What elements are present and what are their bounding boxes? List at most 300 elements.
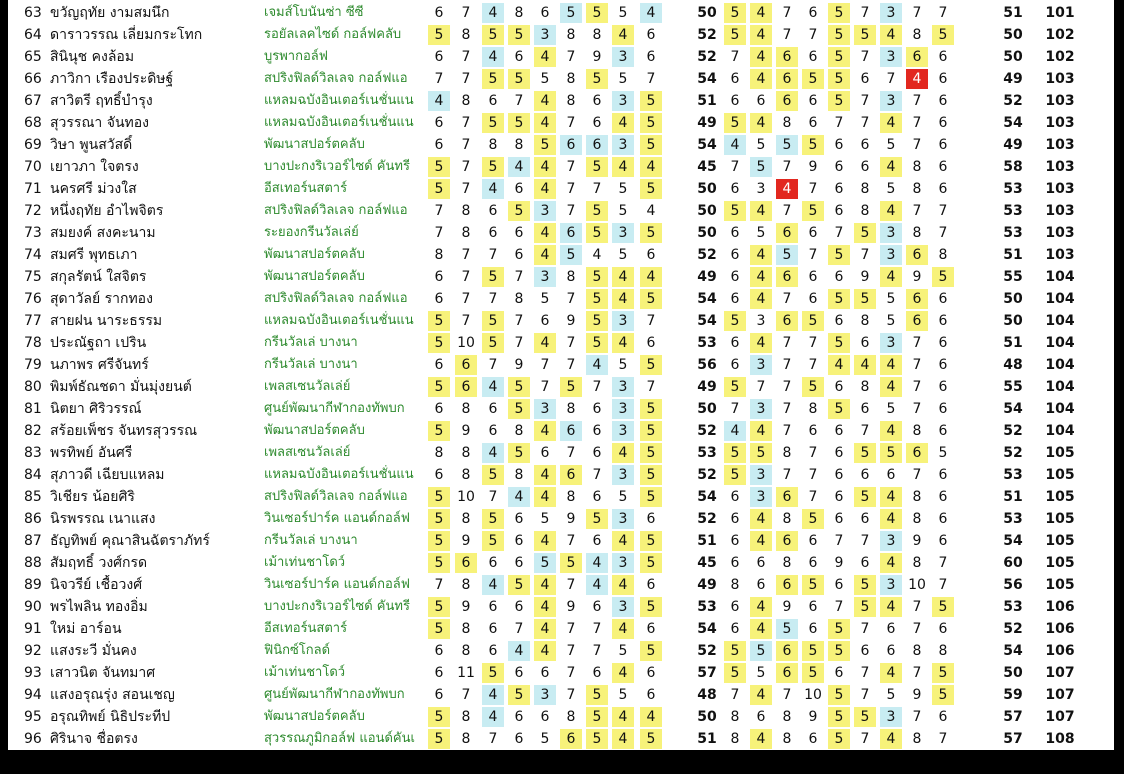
back-hole-score: 6 [860,511,870,527]
back-hole-score: 7 [782,357,792,373]
front-hole-score: 3 [534,399,556,419]
player-name: สมศรี พุทธเภา [50,247,138,263]
rank-cell: 87 [24,533,42,549]
back-hole-score: 6 [938,291,948,307]
player-name: ขวัญฤทัย งามสมนึก [50,5,170,21]
back-hole-score: 7 [782,203,792,219]
back-hole-score: 5 [802,575,824,595]
front-hole-score: 4 [612,157,634,177]
back-hole-score: 5 [756,665,766,681]
back-hole-score: 7 [860,621,870,637]
front-hole-score: 6 [488,621,498,637]
back-hole-score: 3 [880,707,902,727]
back-hole-score: 9 [860,269,870,285]
back-hole-score: 4 [750,47,772,67]
club-name: สปริงฟิลด์วิลเลจ กอล์ฟแอ [264,203,408,218]
table-row [8,354,1114,376]
gross-total: 107 [1045,687,1075,703]
back-hole-score: 6 [938,181,948,197]
front-hole-score: 6 [434,137,444,153]
back-hole-score: 4 [750,69,772,89]
club-name: พัฒนาสปอร์ตคลับ [264,709,365,724]
back-nine-total: 50 [1003,27,1023,43]
rank-cell: 93 [24,665,42,681]
front-hole-score: 8 [566,489,576,505]
back-hole-score: 4 [750,597,772,617]
front-hole-score: 5 [618,687,628,703]
back-hole-score: 4 [880,201,902,221]
front-hole-score: 5 [508,399,530,419]
back-hole-score: 9 [912,269,922,285]
front-hole-score: 8 [461,445,471,461]
back-nine-total: 50 [1003,313,1023,329]
club-name: ระยองกรีนวัลเล่ย์ [264,225,359,240]
club-name: กรีนวัลเล่ บางนา [264,357,358,372]
back-hole-score: 6 [938,379,948,395]
front-hole-score: 5 [482,663,504,683]
front-hole-score: 6 [586,135,608,155]
back-hole-score: 5 [802,663,824,683]
back-hole-score: 3 [880,531,902,551]
back-hole-score: 6 [808,115,818,131]
back-hole-score: 5 [886,291,896,307]
front-hole-score: 6 [488,401,498,417]
front-hole-score: 3 [612,377,634,397]
back-nine-total: 51 [1003,489,1023,505]
front-hole-score: 8 [514,5,524,21]
club-name: พัฒนาสปอร์ตคลับ [264,137,365,152]
front-hole-score: 4 [508,157,530,177]
back-hole-score: 4 [880,267,902,287]
table-row [8,244,1114,266]
front-hole-score: 4 [640,267,662,287]
back-hole-score: 6 [938,335,948,351]
front-hole-score: 4 [612,575,634,595]
back-hole-score: 7 [782,27,792,43]
gross-total: 104 [1045,291,1075,307]
front-nine-total: 53 [697,599,717,615]
back-hole-score: 4 [750,113,772,133]
front-hole-score: 4 [482,707,504,727]
back-hole-score: 3 [750,465,772,485]
gross-total: 104 [1045,335,1075,351]
front-hole-score: 7 [566,533,576,549]
front-hole-score: 8 [514,291,524,307]
gross-total: 103 [1045,181,1075,197]
back-hole-score: 6 [756,555,766,571]
back-hole-score: 4 [750,3,772,23]
front-hole-score: 9 [566,599,576,615]
back-hole-score: 6 [860,401,870,417]
back-hole-score: 6 [730,225,740,241]
front-hole-score: 7 [514,335,524,351]
back-hole-score: 6 [730,181,740,197]
player-name: สุวรรณา จันทอง [50,115,149,131]
front-hole-score: 4 [646,203,656,219]
front-hole-score: 5 [586,729,608,749]
front-hole-score: 5 [640,289,662,309]
back-hole-score: 8 [912,423,922,439]
front-hole-score: 6 [455,355,477,375]
front-hole-score: 7 [566,335,576,351]
club-name: เม้าเท่นชาโดว์ [264,555,346,570]
back-hole-score: 5 [932,25,954,45]
back-hole-score: 6 [906,47,928,67]
club-name: วินเซอร์ปาร์ค แอนด์กอล์ฟ [264,511,410,526]
back-hole-score: 4 [880,157,902,177]
player-name: อรุณทิพย์ นิธิประทีป [50,709,171,725]
back-hole-score: 6 [808,533,818,549]
back-hole-score: 4 [750,267,772,287]
front-hole-score: 7 [566,687,576,703]
back-nine-total: 57 [1003,731,1023,747]
back-hole-score: 6 [938,159,948,175]
front-hole-score: 7 [566,49,576,65]
back-hole-score: 6 [730,247,740,263]
gross-total: 105 [1045,577,1075,593]
front-hole-score: 6 [514,709,524,725]
back-nine-total: 51 [1003,5,1023,21]
back-hole-score: 5 [828,25,850,45]
table-row [8,398,1114,420]
front-hole-score: 6 [488,225,498,241]
front-hole-score: 6 [560,421,582,441]
player-name: สินินุช คงล้อม [50,49,135,65]
front-hole-score: 6 [540,445,550,461]
back-hole-score: 6 [730,599,740,615]
front-hole-score: 4 [534,113,556,133]
front-hole-score: 7 [488,731,498,747]
player-name: พิมพ์ธัณชดา มั่นมุ่งยนต์ [50,379,192,395]
back-hole-score: 5 [724,25,746,45]
front-hole-score: 6 [434,643,444,659]
back-hole-score: 5 [886,401,896,417]
front-hole-score: 4 [534,333,556,353]
back-hole-score: 5 [776,245,798,265]
front-hole-score: 7 [592,643,602,659]
front-nine-total: 52 [697,27,717,43]
front-hole-score: 6 [592,599,602,615]
front-hole-score: 5 [618,203,628,219]
gross-total: 103 [1045,115,1075,131]
back-hole-score: 6 [776,641,798,661]
back-hole-score: 6 [860,159,870,175]
front-hole-score: 6 [592,445,602,461]
front-hole-score: 7 [461,5,471,21]
back-hole-score: 8 [912,181,922,197]
front-hole-score: 4 [482,685,504,705]
back-hole-score: 6 [906,245,928,265]
front-nine-total: 45 [697,555,717,571]
club-name: บูรพากอล์ฟ [264,49,328,64]
rank-cell: 66 [24,71,42,87]
back-nine-total: 53 [1003,599,1023,615]
rank-cell: 68 [24,115,42,131]
back-hole-score: 7 [782,335,792,351]
front-hole-score: 4 [586,575,608,595]
back-hole-score: 7 [782,379,792,395]
front-hole-score: 4 [534,245,556,265]
front-hole-score: 6 [646,49,656,65]
back-hole-score: 10 [804,687,822,703]
back-hole-score: 6 [938,115,948,131]
front-hole-score: 8 [488,137,498,153]
gross-total: 103 [1045,71,1075,87]
front-hole-score: 3 [612,597,634,617]
back-hole-score: 5 [932,685,954,705]
table-row [8,442,1114,464]
front-hole-score: 7 [461,181,471,197]
front-hole-score: 6 [514,247,524,263]
front-hole-score: 5 [618,5,628,21]
back-hole-score: 5 [854,487,876,507]
back-hole-score: 9 [912,687,922,703]
gross-total: 105 [1045,467,1075,483]
front-hole-score: 6 [646,577,656,593]
front-hole-score: 6 [514,225,524,241]
front-hole-score: 7 [592,621,602,637]
table-row [8,178,1114,200]
front-hole-score: 3 [612,553,634,573]
back-hole-score: 6 [776,267,798,287]
back-nine-total: 55 [1003,269,1023,285]
back-nine-total: 51 [1003,335,1023,351]
back-hole-score: 8 [912,555,922,571]
front-hole-score: 6 [434,49,444,65]
gross-total: 104 [1045,423,1075,439]
back-nine-total: 59 [1003,687,1023,703]
front-hole-score: 3 [612,47,634,67]
front-nine-total: 54 [697,489,717,505]
back-hole-score: 6 [776,531,798,551]
front-hole-score: 7 [461,269,471,285]
front-hole-score: 6 [560,465,582,485]
front-hole-score: 5 [482,267,504,287]
rank-cell: 80 [24,379,42,395]
front-hole-score: 7 [514,313,524,329]
front-hole-score: 3 [612,91,634,111]
back-hole-score: 6 [808,49,818,65]
front-hole-score: 5 [618,181,628,197]
back-hole-score: 7 [938,225,948,241]
back-hole-score: 5 [854,289,876,309]
back-hole-score: 4 [880,553,902,573]
back-hole-score: 8 [860,313,870,329]
player-name: แสงระวี มั่นคง [50,643,137,659]
back-hole-score: 6 [834,665,844,681]
player-name: สร้อยเพ็ชร จันทรสุวรรณ [50,423,198,439]
front-hole-score: 6 [560,729,582,749]
front-hole-score: 8 [434,445,444,461]
gross-total: 103 [1045,225,1075,241]
front-hole-score: 7 [566,115,576,131]
front-hole-score: 8 [434,247,444,263]
front-hole-score: 7 [461,49,471,65]
back-hole-score: 4 [750,531,772,551]
back-hole-score: 4 [880,729,902,749]
player-name: ใหม่ อาร์อน [50,621,122,637]
front-hole-score: 9 [566,511,576,527]
back-hole-score: 6 [834,269,844,285]
front-hole-score: 5 [640,113,662,133]
front-hole-score: 6 [592,93,602,109]
back-hole-score: 9 [834,555,844,571]
club-name: อีสเทอร์นสตาร์ [264,181,348,196]
table-row [8,68,1114,90]
back-hole-score: 7 [938,203,948,219]
back-hole-score: 6 [860,137,870,153]
rank-cell: 67 [24,93,42,109]
table-row [8,420,1114,442]
back-nine-total: 48 [1003,357,1023,373]
front-nine-total: 54 [697,621,717,637]
back-hole-score: 6 [808,225,818,241]
front-hole-score: 6 [560,135,582,155]
player-name: นิรพรรณ เนาแสง [50,511,156,527]
back-hole-score: 7 [912,621,922,637]
front-hole-score: 6 [646,687,656,703]
player-name: พรไพลิน ทองอิ่ม [50,599,148,615]
front-hole-score: 5 [428,487,450,507]
back-hole-score: 4 [880,487,902,507]
back-hole-score: 6 [886,467,896,483]
back-hole-score: 5 [828,641,850,661]
front-hole-score: 3 [612,311,634,331]
front-hole-score: 6 [514,731,524,747]
back-hole-score: 8 [912,511,922,527]
front-hole-score: 6 [592,489,602,505]
back-hole-score: 7 [782,5,792,21]
back-nine-total: 58 [1003,159,1023,175]
back-hole-score: 6 [938,71,948,87]
player-name: ธัญทิพย์ คุณาสินฉัตราภัทร์ [50,533,210,549]
front-hole-score: 6 [646,27,656,43]
front-hole-score: 4 [586,355,608,375]
back-hole-score: 5 [802,377,824,397]
back-hole-score: 5 [750,443,772,463]
club-name: สปริงฟิลด์วิลเลจ กอล์ฟแอ [264,71,408,86]
front-nine-total: 51 [697,93,717,109]
front-hole-score: 6 [434,5,444,21]
back-hole-score: 7 [730,49,740,65]
front-hole-score: 7 [434,203,444,219]
front-hole-score: 7 [592,379,602,395]
gross-total: 105 [1045,533,1075,549]
gross-total: 101 [1045,5,1075,21]
front-hole-score: 5 [428,333,450,353]
front-hole-score: 5 [640,179,662,199]
back-hole-score: 6 [834,423,844,439]
back-hole-score: 6 [730,511,740,527]
back-hole-score: 4 [750,729,772,749]
back-hole-score: 5 [802,69,824,89]
rank-cell: 96 [24,731,42,747]
front-hole-score: 8 [461,467,471,483]
front-hole-score: 5 [428,311,450,331]
back-hole-score: 4 [750,509,772,529]
front-hole-score: 7 [461,159,471,175]
back-hole-score: 5 [886,687,896,703]
back-hole-score: 6 [730,291,740,307]
front-hole-score: 5 [586,289,608,309]
front-nine-total: 51 [697,533,717,549]
club-name: สุวรรณภูมิกอล์ฟ แอนด์คันเ [264,731,415,746]
front-nine-total: 54 [697,291,717,307]
front-hole-score: 8 [514,467,524,483]
front-hole-score: 7 [566,665,576,681]
player-name: นครศรี ม่วงใส [50,181,137,197]
front-hole-score: 6 [592,401,602,417]
front-hole-score: 6 [514,555,524,571]
front-hole-score: 6 [514,665,524,681]
back-hole-score: 7 [860,665,870,681]
table-row [8,200,1114,222]
back-hole-score: 7 [730,401,740,417]
front-hole-score: 6 [514,511,524,527]
front-hole-score: 6 [488,599,498,615]
back-hole-score: 7 [730,159,740,175]
front-hole-score: 8 [566,93,576,109]
front-hole-score: 7 [488,489,498,505]
table-row [8,376,1114,398]
back-hole-score: 5 [802,641,824,661]
front-hole-score: 5 [534,135,556,155]
back-hole-score: 9 [782,599,792,615]
front-hole-score: 4 [612,333,634,353]
back-hole-score: 5 [828,91,850,111]
front-hole-score: 8 [566,401,576,417]
front-nine-total: 50 [697,225,717,241]
table-row [8,310,1114,332]
front-nine-total: 52 [697,49,717,65]
back-hole-score: 8 [860,203,870,219]
back-hole-score: 7 [912,203,922,219]
front-hole-score: 5 [508,443,530,463]
back-hole-score: 5 [828,707,850,727]
club-name: บางปะกงริเวอร์ไซด์ คันทรี [264,159,410,174]
back-hole-score: 6 [808,93,818,109]
back-hole-score: 6 [730,533,740,549]
table-row [8,618,1114,640]
front-hole-score: 9 [566,313,576,329]
front-nine-total: 52 [697,467,717,483]
front-hole-score: 5 [428,553,450,573]
table-row [8,662,1114,684]
front-hole-score: 4 [534,223,556,243]
front-hole-score: 4 [534,641,556,661]
front-hole-score: 5 [428,25,450,45]
front-nine-total: 49 [697,577,717,593]
rank-cell: 73 [24,225,42,241]
rank-cell: 72 [24,203,42,219]
rank-cell: 77 [24,313,42,329]
player-name: ดาราวรรณ เลี่ยมกระโทก [50,27,203,43]
rank-cell: 82 [24,423,42,439]
front-hole-score: 5 [560,553,582,573]
back-hole-score: 5 [756,225,766,241]
back-hole-score: 6 [834,489,844,505]
front-hole-score: 7 [566,159,576,175]
back-hole-score: 5 [776,619,798,639]
back-hole-score: 6 [860,555,870,571]
back-hole-score: 8 [912,489,922,505]
front-hole-score: 5 [640,553,662,573]
back-hole-score: 7 [860,115,870,131]
back-hole-score: 6 [776,663,798,683]
front-hole-score: 5 [560,3,582,23]
front-hole-score: 5 [618,489,628,505]
front-hole-score: 6 [434,291,444,307]
